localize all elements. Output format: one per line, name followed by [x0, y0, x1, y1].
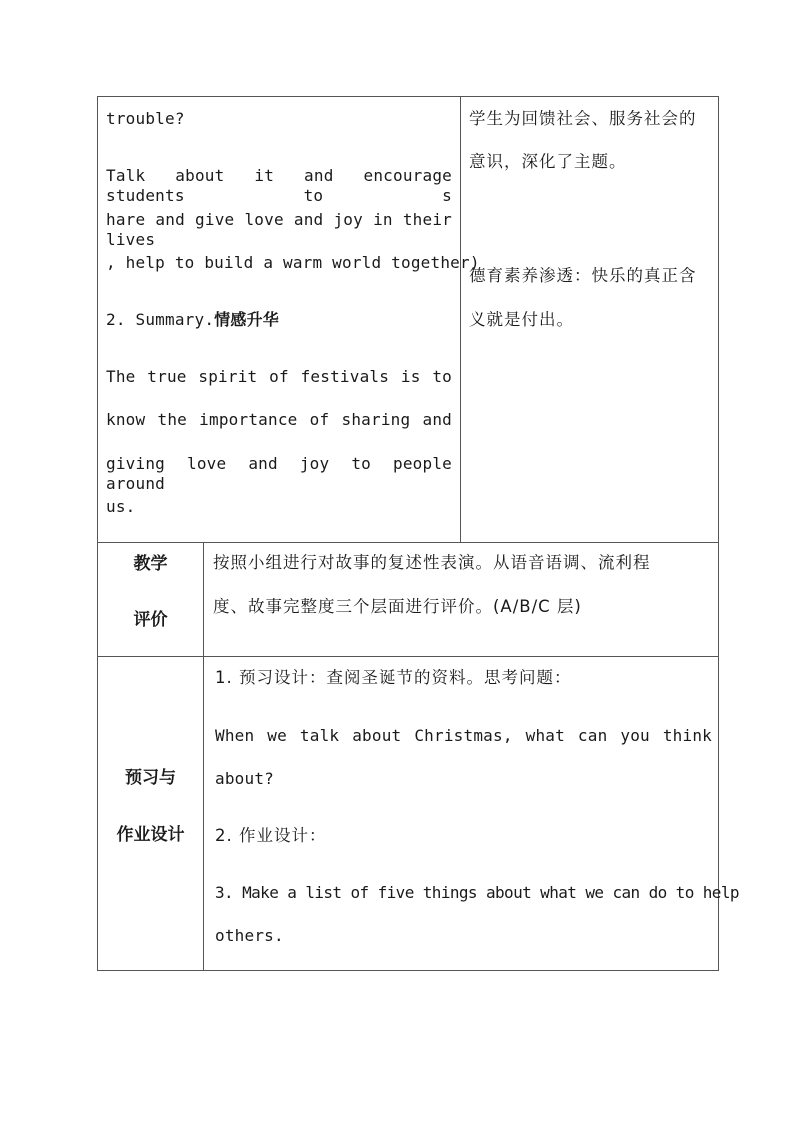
text-line: Talk about it and encourage students to s	[106, 166, 452, 205]
text-line: , help to build a warm world together)	[106, 253, 480, 272]
text-line: us.	[106, 497, 136, 516]
summary-label: 2. Summary.	[106, 310, 215, 329]
text-line: 德育素养渗透：快乐的真正含	[469, 266, 697, 285]
text-line: hare and give love and joy in their lives	[106, 210, 452, 249]
row3-content-cell	[203, 656, 719, 971]
summary-chinese: 情感升华	[214, 310, 279, 329]
text-line: others.	[215, 926, 284, 945]
text-line: 3. Make a list of five things about what we can do to help	[215, 883, 739, 902]
row2-content-line2: 度、故事完整度三个层面进行评价。(A/B/C 层)	[213, 597, 582, 616]
text-line: The true spirit of festivals is to	[106, 367, 452, 386]
row2-content-line1: 按照小组进行对故事的复述性表演。从语音语调、流利程	[213, 553, 651, 572]
text-line: know the importance of sharing and	[106, 410, 452, 429]
row3-label-cell	[97, 656, 204, 971]
row3-label-line2: 作业设计	[116, 825, 185, 845]
summary-heading	[106, 310, 279, 330]
text-line: 2. 作业设计：	[215, 826, 327, 845]
text-line: 1. 预习设计：查阅圣诞节的资料。思考问题：	[215, 668, 572, 687]
row2-label-line1: 教学	[133, 554, 168, 574]
text-line: about?	[215, 769, 274, 788]
text-line: 学生为回馈社会、服务社会的	[469, 109, 697, 128]
text-line: giving love and joy to people around	[106, 454, 452, 493]
row3-label-line1: 预习与	[125, 768, 176, 788]
text-line: trouble?	[106, 109, 185, 128]
text-line: 意识，深化了主题。	[469, 152, 627, 171]
text-line: 义就是付出。	[469, 310, 574, 329]
row2-label-line2: 评价	[133, 610, 168, 630]
text-line: When we talk about Christmas, what can you think	[215, 726, 712, 745]
